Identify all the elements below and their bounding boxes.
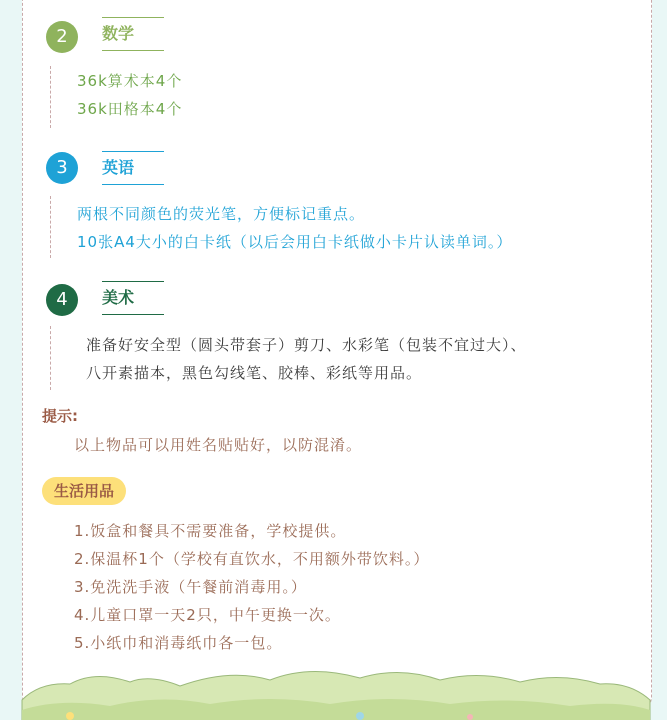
section-divider-line xyxy=(50,326,51,390)
flower-icon xyxy=(467,714,473,720)
list-item: 36k算术本4个 xyxy=(77,72,183,90)
list-item: 4.儿童口罩一天2只，中午更换一次。 xyxy=(74,606,341,624)
section-divider-line xyxy=(50,66,51,128)
section-number-badge: 3 xyxy=(46,152,78,184)
tip-label: 提示: xyxy=(42,407,78,425)
list-item: 36k田格本4个 xyxy=(77,100,183,118)
list-item: 八开素描本，黑色勾线笔、胶棒、彩纸等用品。 xyxy=(86,364,423,382)
section-divider-line xyxy=(50,196,51,258)
flower-icon xyxy=(66,712,74,720)
section-title-math: 数学 xyxy=(102,17,164,51)
tip-text: 以上物品可以用姓名贴贴好，以防混淆。 xyxy=(74,436,363,454)
flower-icon xyxy=(356,712,364,720)
section-title-english: 英语 xyxy=(102,151,164,185)
list-item: 3.免洗洗手液（午餐前消毒用。） xyxy=(74,578,307,596)
list-item: 两根不同颜色的荧光笔，方便标记重点。 xyxy=(77,205,366,223)
hills-decoration xyxy=(0,660,667,720)
section-number-badge: 4 xyxy=(46,284,78,316)
list-item: 准备好安全型（圆头带套子）剪刀、水彩笔（包装不宜过大）、 xyxy=(86,336,527,354)
list-item: 2.保温杯1个（学校有直饮水，不用额外带饮料。） xyxy=(74,550,430,568)
section-title-art: 美术 xyxy=(102,281,164,315)
list-item: 5.小纸巾和消毒纸巾各一包。 xyxy=(74,634,283,652)
list-item: 1.饭盒和餐具不需要准备，学校提供。 xyxy=(74,522,347,540)
list-item: 10张A4大小的白卡纸（以后会用白卡纸做小卡片认读单词。） xyxy=(77,233,513,251)
section-number-badge: 2 xyxy=(46,21,78,53)
daily-items-heading: 生活用品 xyxy=(42,477,126,505)
